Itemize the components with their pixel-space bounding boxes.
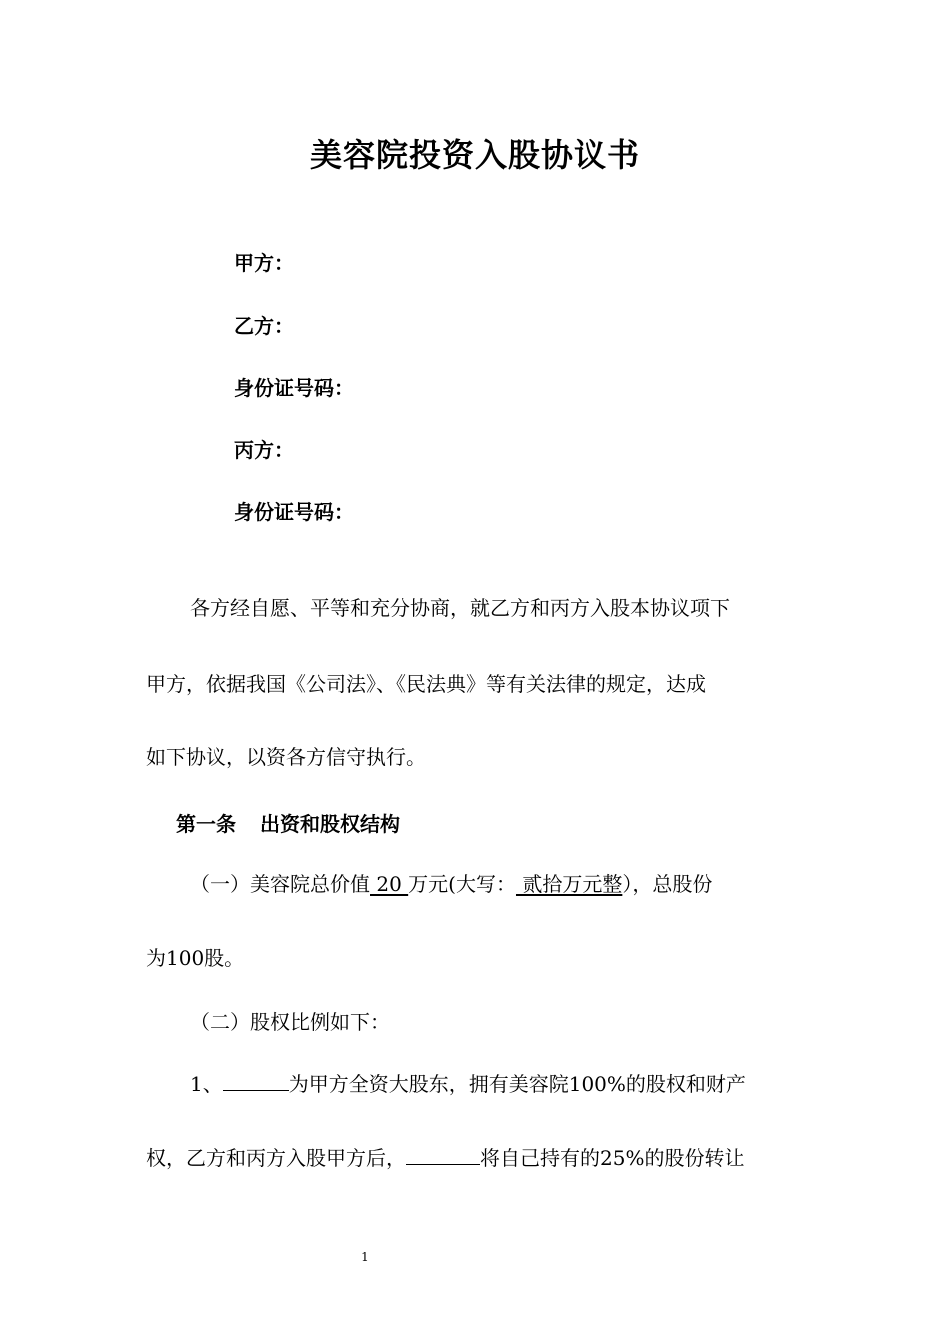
total-value-in-words: 贰拾万元整 (515, 872, 623, 896)
article-1-number: 第一条 (176, 812, 236, 836)
total-value-amount: 20 (370, 872, 409, 896)
party-a-label: 甲方： (234, 251, 294, 275)
sub-1-line-2 (146, 1144, 744, 1172)
party-c-id-label: 身份证号码： (234, 500, 354, 524)
sub-1-prefix: 1、 (190, 1072, 223, 1096)
sub-1-line-2-suffix: 将自己持有的25%的股份转让 (480, 1146, 745, 1170)
item-1-mid: 万元(大写： (408, 872, 516, 896)
item-2-line: （二）股权比例如下： (190, 1010, 390, 1034)
party-b-id-label: 身份证号码： (234, 376, 354, 400)
party-c-label: 丙方： (234, 438, 294, 462)
item-1-line-2: 为100股。 (146, 946, 245, 970)
intro-line-2: 甲方，依据我国《公司法》、《民法典》等有关法律的规定，达成 (146, 672, 706, 696)
page-number: 1 (361, 1250, 369, 1264)
intro-line-1: 各方经自愿、平等和充分协商，就乙方和丙方入股本协议项下 (190, 596, 730, 620)
item-1-line-1 (190, 870, 712, 898)
item-1-prefix: （一）美容院总价值 (190, 872, 370, 896)
sub-1-line-1 (190, 1070, 746, 1098)
shareholder-name-blank (223, 1070, 289, 1091)
party-b-label: 乙方： (234, 314, 294, 338)
article-1-heading (176, 808, 400, 837)
sub-1-line-2-prefix: 权，乙方和丙方入股甲方后， (146, 1146, 406, 1170)
sub-1-mid: 为甲方全资大股东，拥有美容院100%的股权和财产 (288, 1072, 746, 1096)
document-title: 美容院投资入股协议书 (309, 136, 640, 174)
transferor-name-blank (406, 1144, 480, 1165)
intro-line-3: 如下协议，以资各方信守执行。 (146, 745, 426, 769)
item-1-suffix: ），总股份 (622, 872, 713, 896)
article-1-title: 出资和股权结构 (260, 812, 400, 836)
